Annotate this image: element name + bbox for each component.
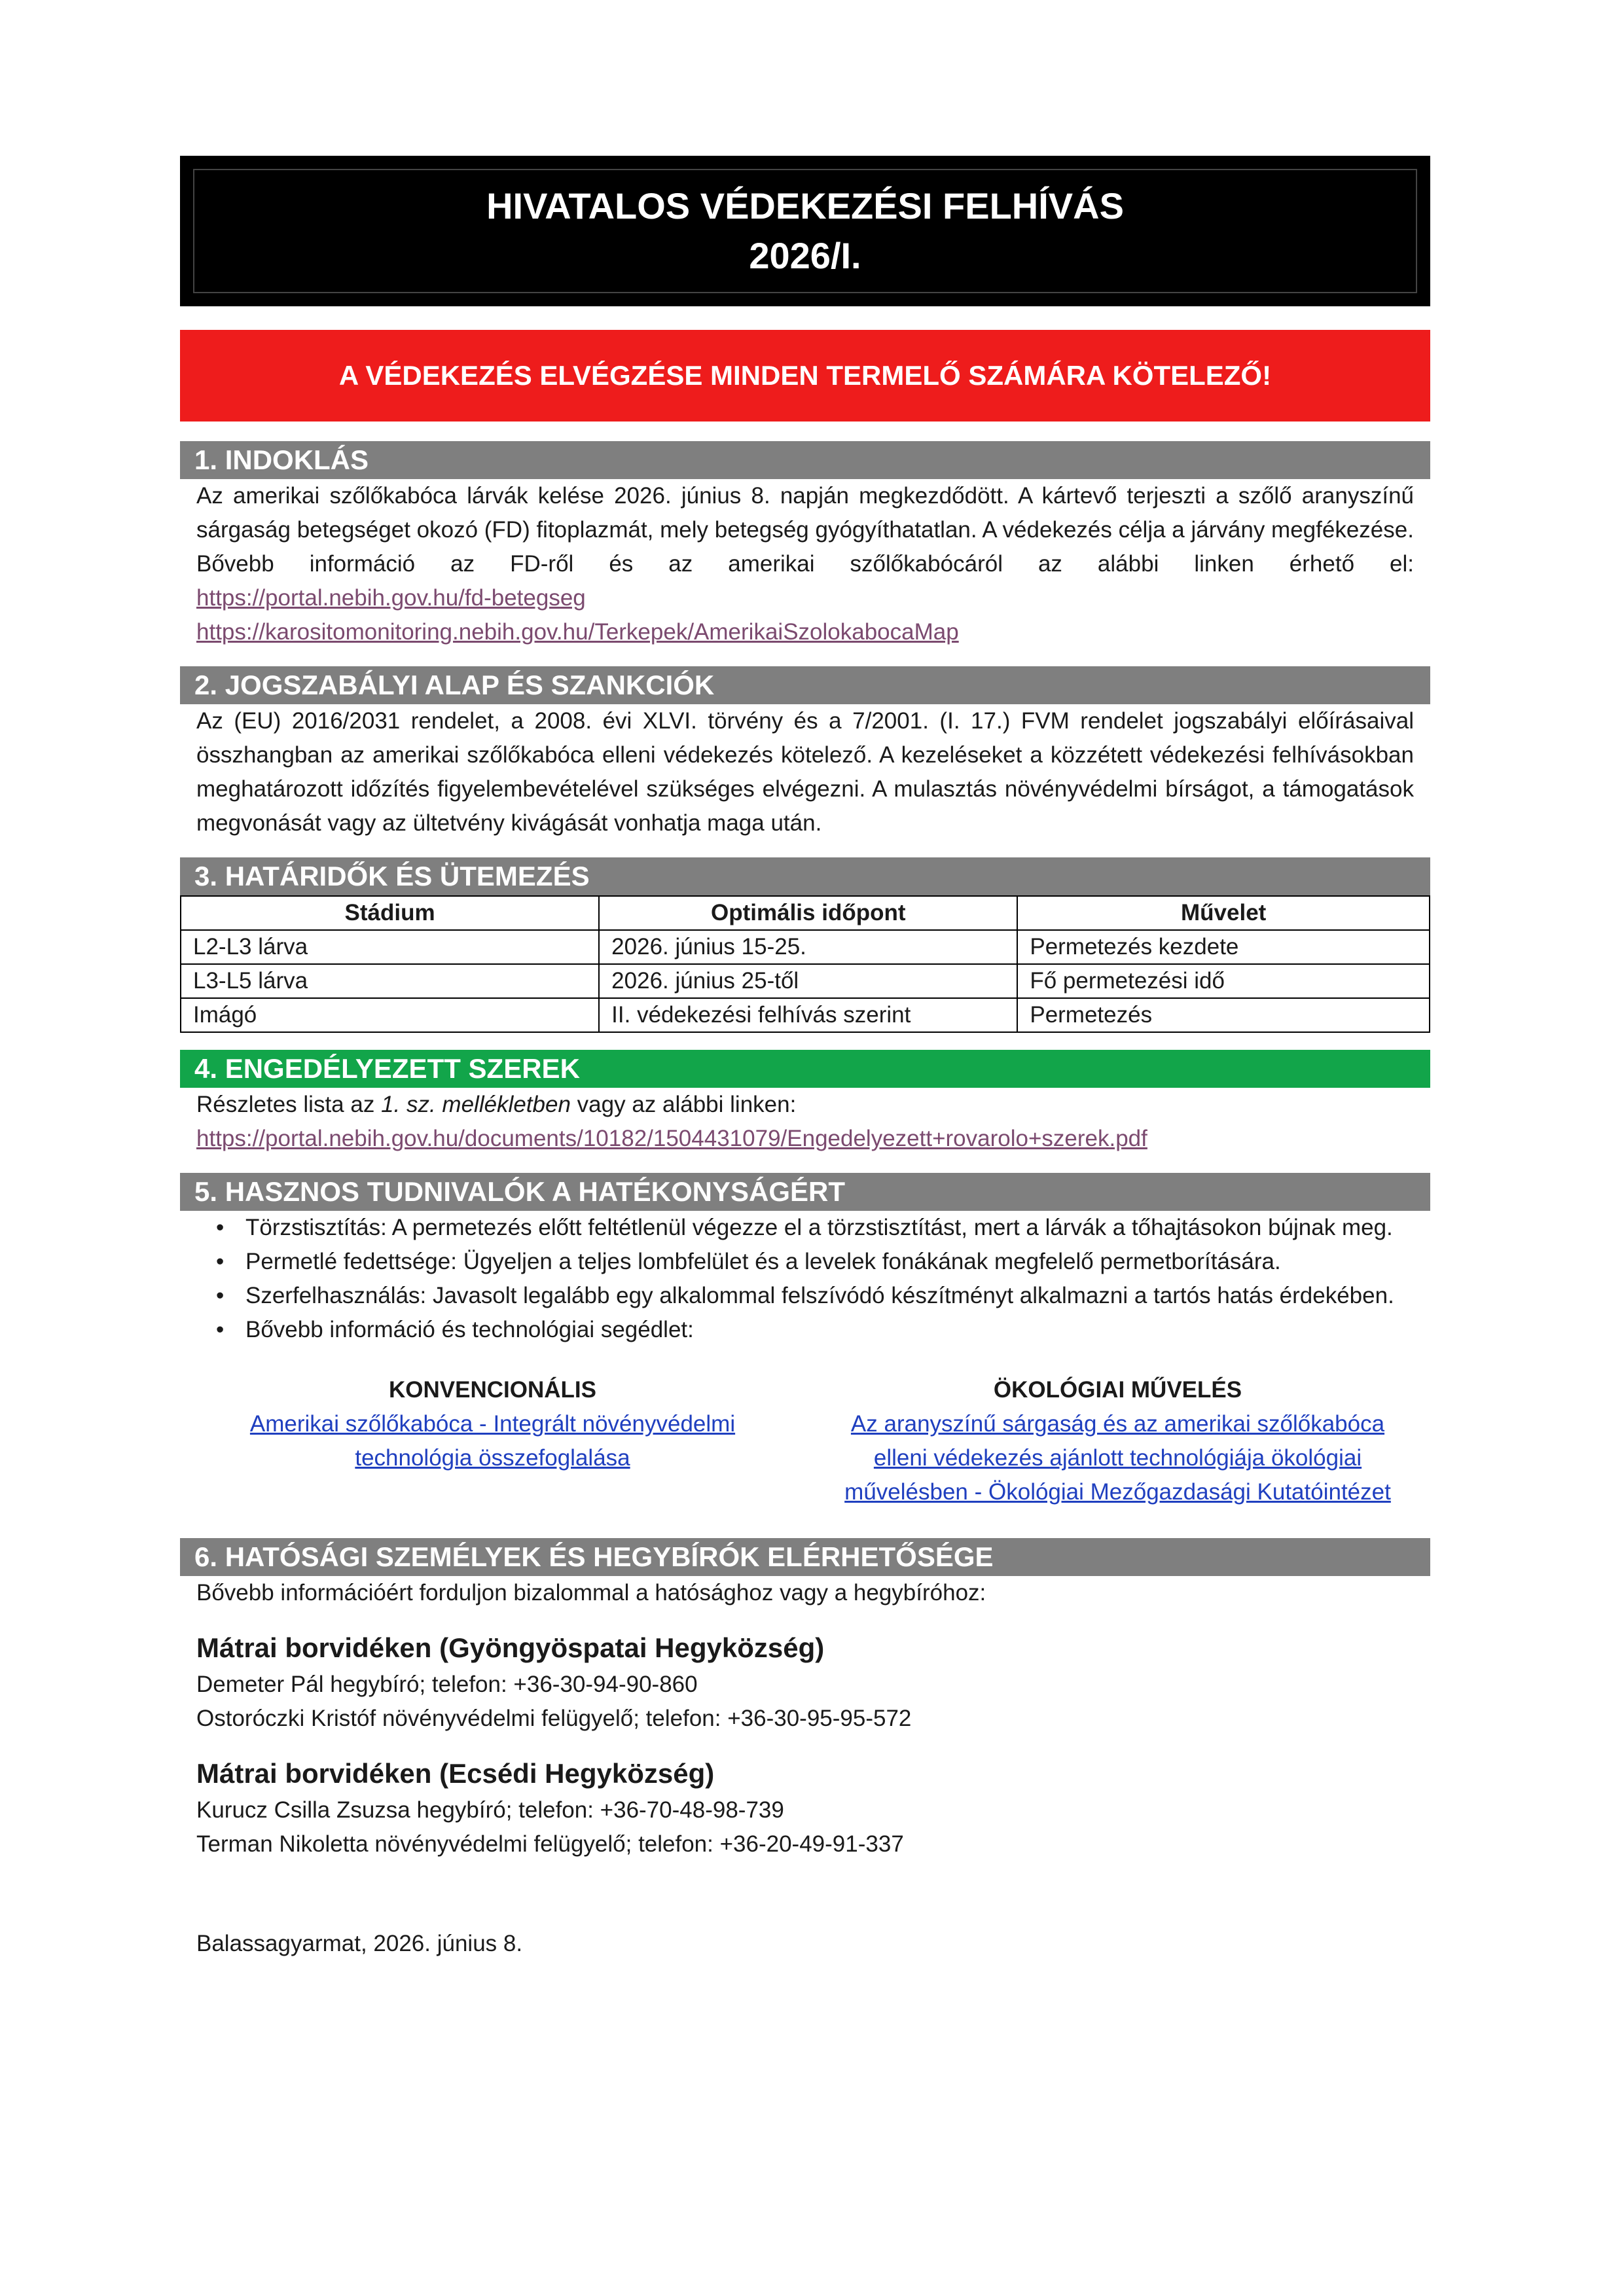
title-box (180, 156, 1430, 306)
text-part: vagy az alábbi linken: (570, 1092, 797, 1117)
link-line: elleni védekezés ajánlott technológiája ökológiai (873, 1445, 1362, 1471)
document-page (180, 156, 1430, 1961)
link-line: Amerikai szőlőkabóca - Integrált növényvédelmi (249, 1411, 736, 1437)
table-cell: II. védekezési felhívás szerint (599, 998, 1017, 1032)
column-header: Stádium (181, 896, 599, 930)
region-1-contact-1: Demeter Pál hegybíró; telefon: +36-30-94-90-860 (196, 1672, 698, 1697)
section-2 (180, 666, 1430, 840)
link-line: művelésben - Ökológiai Mezőgazdasági Kutatóintézet (844, 1479, 1391, 1505)
karositomonitoring-link[interactable]: https://karositomonitoring.nebih.gov.hu/Terkepek/AmerikaiSzolokabocaMap (196, 619, 959, 645)
organic-column (805, 1373, 1430, 1509)
section-2-paragraph: Az (EU) 2016/2031 rendelet, a 2008. évi XLVI. törvény és a 7/2001. (I. 17.) FVM rendelet jogszabályi előírásaival összhangban az amerikai szőlőkabóca elleni védekezés kötelező. A kezeléseket a közzétett védekezési felhívásokban meghatározott időzítés figyelembevételével szükséges elvégezni. A mulasztás növényvédelmi bírságot, a támogatások megvonását vagy az ültetvény kivágását vonhatja maga után. (196, 708, 1414, 836)
annex-reference: 1. sz. mellékletben (381, 1092, 571, 1117)
section-1-paragraph: Az amerikai szőlőkabóca lárvák kelése 2026. június 8. napján megkezdődött. A kártevő terjeszti a szőlő aranyszínű sárgaság betegséget okozó (FD) fitoplazmát, mely betegség gyógyíthatatlan. A védekezés célja a járvány megfékezése. (196, 483, 1414, 543)
list-item: • Permetlé fedettsége: Ügyeljen a teljes lombfelület és a levelek fonákának megfelelő permetborítására. (180, 1245, 1430, 1279)
title-line-1: HIVATALOS VÉDEKEZÉSI FELHÍVÁS (486, 185, 1124, 226)
section-2-heading: 2. JOGSZABÁLYI ALAP ÉS SZANKCIÓK (180, 666, 1430, 704)
table-cell: L3-L5 lárva (181, 964, 599, 998)
section-6-heading: 6. HATÓSÁGI SZEMÉLYEK ÉS HEGYBÍRÓK ELÉRHETŐSÉGE (180, 1538, 1430, 1576)
table-cell: 2026. június 25-től (599, 964, 1017, 998)
section-6-intro: Bővebb információért forduljon bizalommal a hatósághoz vagy a hegybíróhoz: (196, 1580, 986, 1605)
section-5 (180, 1173, 1430, 1509)
technology-columns (180, 1373, 1430, 1509)
section-4-heading: 4. ENGEDÉLYEZETT SZEREK (180, 1050, 1430, 1088)
table-row (181, 964, 1430, 998)
table-cell: L2-L3 lárva (181, 930, 599, 964)
table-cell: Fő permetezési idő (1017, 964, 1430, 998)
region-1-contact-2: Ostoróczki Kristóf növényvédelmi felügyelő; telefon: +36-30-95-95-572 (196, 1706, 912, 1731)
section-1-heading: 1. INDOKLÁS (180, 441, 1430, 479)
list-item: • Törzstisztítás: A permetezés előtt feltétlenül végezze el a törzstisztítást, mert a lárvák a tőhajtásokon bújnak meg. (180, 1211, 1430, 1245)
table-row (181, 998, 1430, 1032)
section-1-more-info: Bővebb információ az FD-ről és az amerikai szőlőkabócáról az alábbi linken érhető el: (196, 551, 1414, 577)
table-header-row (181, 896, 1430, 930)
table-cell: Permetezés kezdete (1017, 930, 1430, 964)
text-part: Részletes lista az (196, 1092, 382, 1117)
column-header: Optimális időpont (599, 896, 1017, 930)
link-line: technológia összefoglalása (355, 1445, 630, 1471)
region-2-title: Mátrai borvidéken (Ecsédi Hegyközség) (196, 1758, 715, 1789)
conventional-title: KONVENCIONÁLIS (389, 1377, 596, 1403)
title-line-2: 2026/I. (749, 235, 861, 276)
section-5-heading: 5. HASZNOS TUDNIVALÓK A HATÉKONYSÁGÉRT (180, 1173, 1430, 1211)
column-header: Művelet (1017, 896, 1430, 930)
section-4 (180, 1050, 1430, 1156)
place-and-date: Balassagyarmat, 2026. június 8. (196, 1931, 523, 1956)
table-cell: Imágó (181, 998, 599, 1032)
list-item: • Szerfelhasználás: Javasolt legalább egy alkalommal felszívódó készítményt alkalmazni a tartós hatás érdekében. (180, 1279, 1430, 1313)
organic-tech-link[interactable] (844, 1411, 1391, 1505)
table-row (181, 930, 1430, 964)
table-cell: 2026. június 15-25. (599, 930, 1017, 964)
section-3 (180, 857, 1430, 1033)
fd-betegseg-link[interactable]: https://portal.nebih.gov.hu/fd-betegseg (196, 585, 586, 611)
section-1 (180, 441, 1430, 649)
conventional-column (180, 1373, 805, 1509)
organic-title: ÖKOLÓGIAI MŰVELÉS (993, 1377, 1242, 1403)
section-6 (180, 1538, 1430, 1961)
conventional-tech-link[interactable] (250, 1411, 735, 1471)
approved-products-link[interactable]: https://portal.nebih.gov.hu/documents/10182/1504431079/Engedelyezett+rovarolo+szerek.pdf (196, 1126, 1147, 1151)
region-2-contact-1: Kurucz Csilla Zsuzsa hegybíró; telefon: +36-70-48-98-739 (196, 1797, 784, 1823)
schedule-table (180, 895, 1430, 1033)
section-4-text (196, 1088, 1414, 1122)
region-1-title: Mátrai borvidéken (Gyöngyöspatai Hegyközség) (196, 1632, 825, 1663)
link-line: Az aranyszínű sárgaság és az amerikai szőlőkabóca (850, 1411, 1385, 1437)
section-3-heading: 3. HATÁRIDŐK ÉS ÜTEMEZÉS (180, 857, 1430, 895)
list-item: • Bővebb információ és technológiai segédlet: (180, 1313, 1430, 1347)
table-cell: Permetezés (1017, 998, 1430, 1032)
mandatory-banner: A VÉDEKEZÉS ELVÉGZÉSE MINDEN TERMELŐ SZÁMÁRA KÖTELEZŐ! (180, 330, 1430, 422)
tips-list (180, 1211, 1430, 1347)
region-2-contact-2: Terman Nikoletta növényvédelmi felügyelő; telefon: +36-20-49-91-337 (196, 1831, 904, 1857)
